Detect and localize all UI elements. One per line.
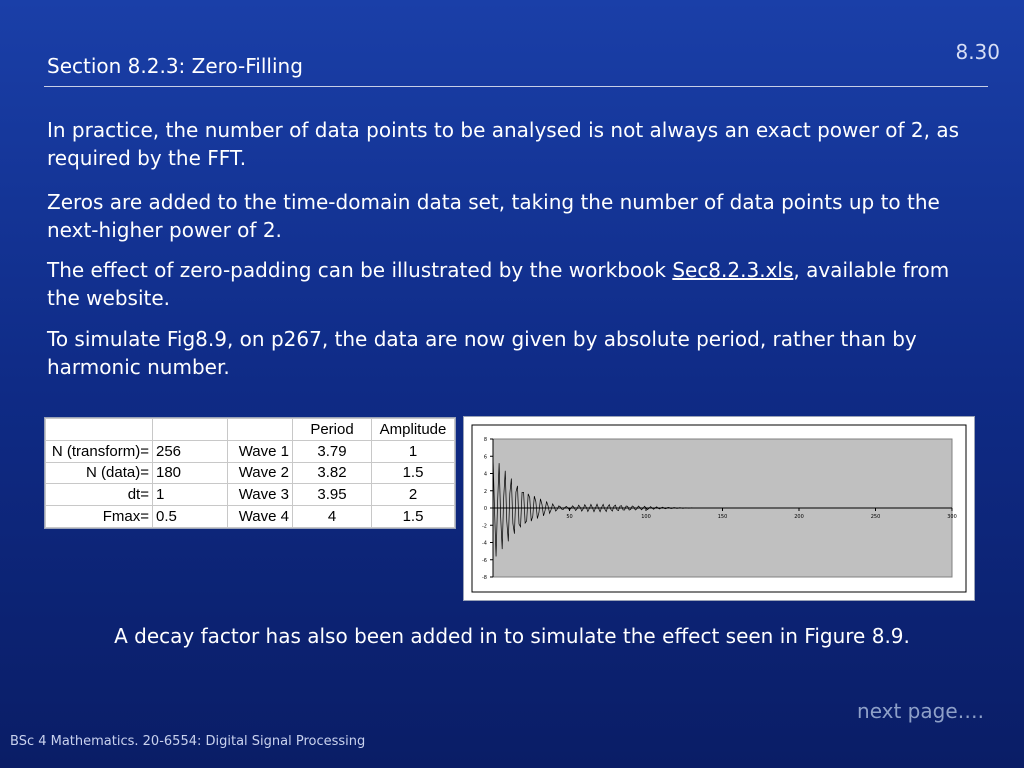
y-tick-label: -6 — [482, 557, 487, 564]
table-cell: Wave 4 — [228, 506, 293, 528]
table-cell — [46, 419, 153, 441]
table-cell: 3.95 — [293, 484, 372, 506]
y-tick-label: 6 — [483, 454, 487, 461]
spreadsheet-table — [44, 417, 456, 529]
y-tick-label: -2 — [482, 523, 487, 530]
table-cell: 3.82 — [293, 462, 372, 484]
paragraph-fft-power: In practice, the number of data points to be analysed is not always an exact power of 2, as required by the FFT. — [47, 118, 960, 170]
decay-note: A decay factor has also been added in to simulate the effect seen in Figure 8.9. — [114, 624, 910, 648]
table-cell: Wave 1 — [228, 440, 293, 462]
table-row — [46, 440, 455, 462]
table-cell: Wave 2 — [228, 462, 293, 484]
table-cell: 1.5 — [372, 462, 455, 484]
paragraph-workbook — [47, 256, 977, 312]
table-cell: 4 — [293, 506, 372, 528]
table-header-row — [46, 419, 455, 441]
table-cell: 1 — [372, 440, 455, 462]
table-cell: 0.5 — [153, 506, 228, 528]
table-cell: 2 — [372, 484, 455, 506]
title-divider — [44, 86, 988, 87]
signal-chart — [463, 416, 975, 601]
table-header-amplitude: Amplitude — [372, 419, 455, 441]
y-tick-label: 8 — [483, 437, 487, 443]
slide-number: 8.30 — [955, 40, 1000, 64]
table-cell: Wave 3 — [228, 484, 293, 506]
x-tick-label: 200 — [794, 514, 804, 520]
table-cell — [228, 419, 293, 441]
table-row — [46, 506, 455, 528]
table-row — [46, 484, 455, 506]
table-cell: 1.5 — [372, 506, 455, 528]
y-tick-label: 0 — [483, 506, 487, 512]
x-tick-label: 300 — [947, 514, 957, 520]
footer-course: BSc 4 Mathematics. 20-6554: Digital Signal Processing — [10, 734, 366, 749]
table-row — [46, 462, 455, 484]
table-cell: N (data)= — [46, 462, 153, 484]
table-cell: 1 — [153, 484, 228, 506]
next-page-link[interactable]: next page…. — [857, 699, 984, 723]
workbook-text-after: , available from the website. — [47, 258, 950, 310]
x-tick-label: 250 — [870, 514, 881, 520]
x-tick-label: 50 — [566, 514, 573, 520]
x-tick-label: 100 — [641, 514, 651, 520]
table-header-period: Period — [293, 419, 372, 441]
y-tick-label: -8 — [482, 575, 487, 581]
table-cell: Fmax= — [46, 506, 153, 528]
paragraph-simulate: To simulate Fig8.9, on p267, the data are now given by absolute period, rather than by harmonic number. — [47, 327, 917, 379]
table-cell: 256 — [153, 440, 228, 462]
slide-title: Section 8.2.3: Zero-Filling — [47, 54, 303, 78]
table-cell: N (transform)= — [46, 440, 153, 462]
y-tick-label: -4 — [482, 540, 487, 547]
workbook-link[interactable]: Sec8.2.3.xls — [672, 258, 794, 282]
x-tick-label: 150 — [717, 514, 728, 520]
y-tick-label: 4 — [483, 471, 487, 478]
paragraph-zeros-added: Zeros are added to the time-domain data set, taking the number of data points up to the next-higher power of 2. — [47, 190, 940, 242]
workbook-text-before: The effect of zero-padding can be illustrated by the workbook — [47, 258, 673, 282]
table-cell: 180 — [153, 462, 228, 484]
table-cell: 3.79 — [293, 440, 372, 462]
y-tick-label: 2 — [483, 488, 487, 495]
table-cell: dt= — [46, 484, 153, 506]
chart-svg — [464, 417, 974, 600]
table-cell — [153, 419, 228, 441]
